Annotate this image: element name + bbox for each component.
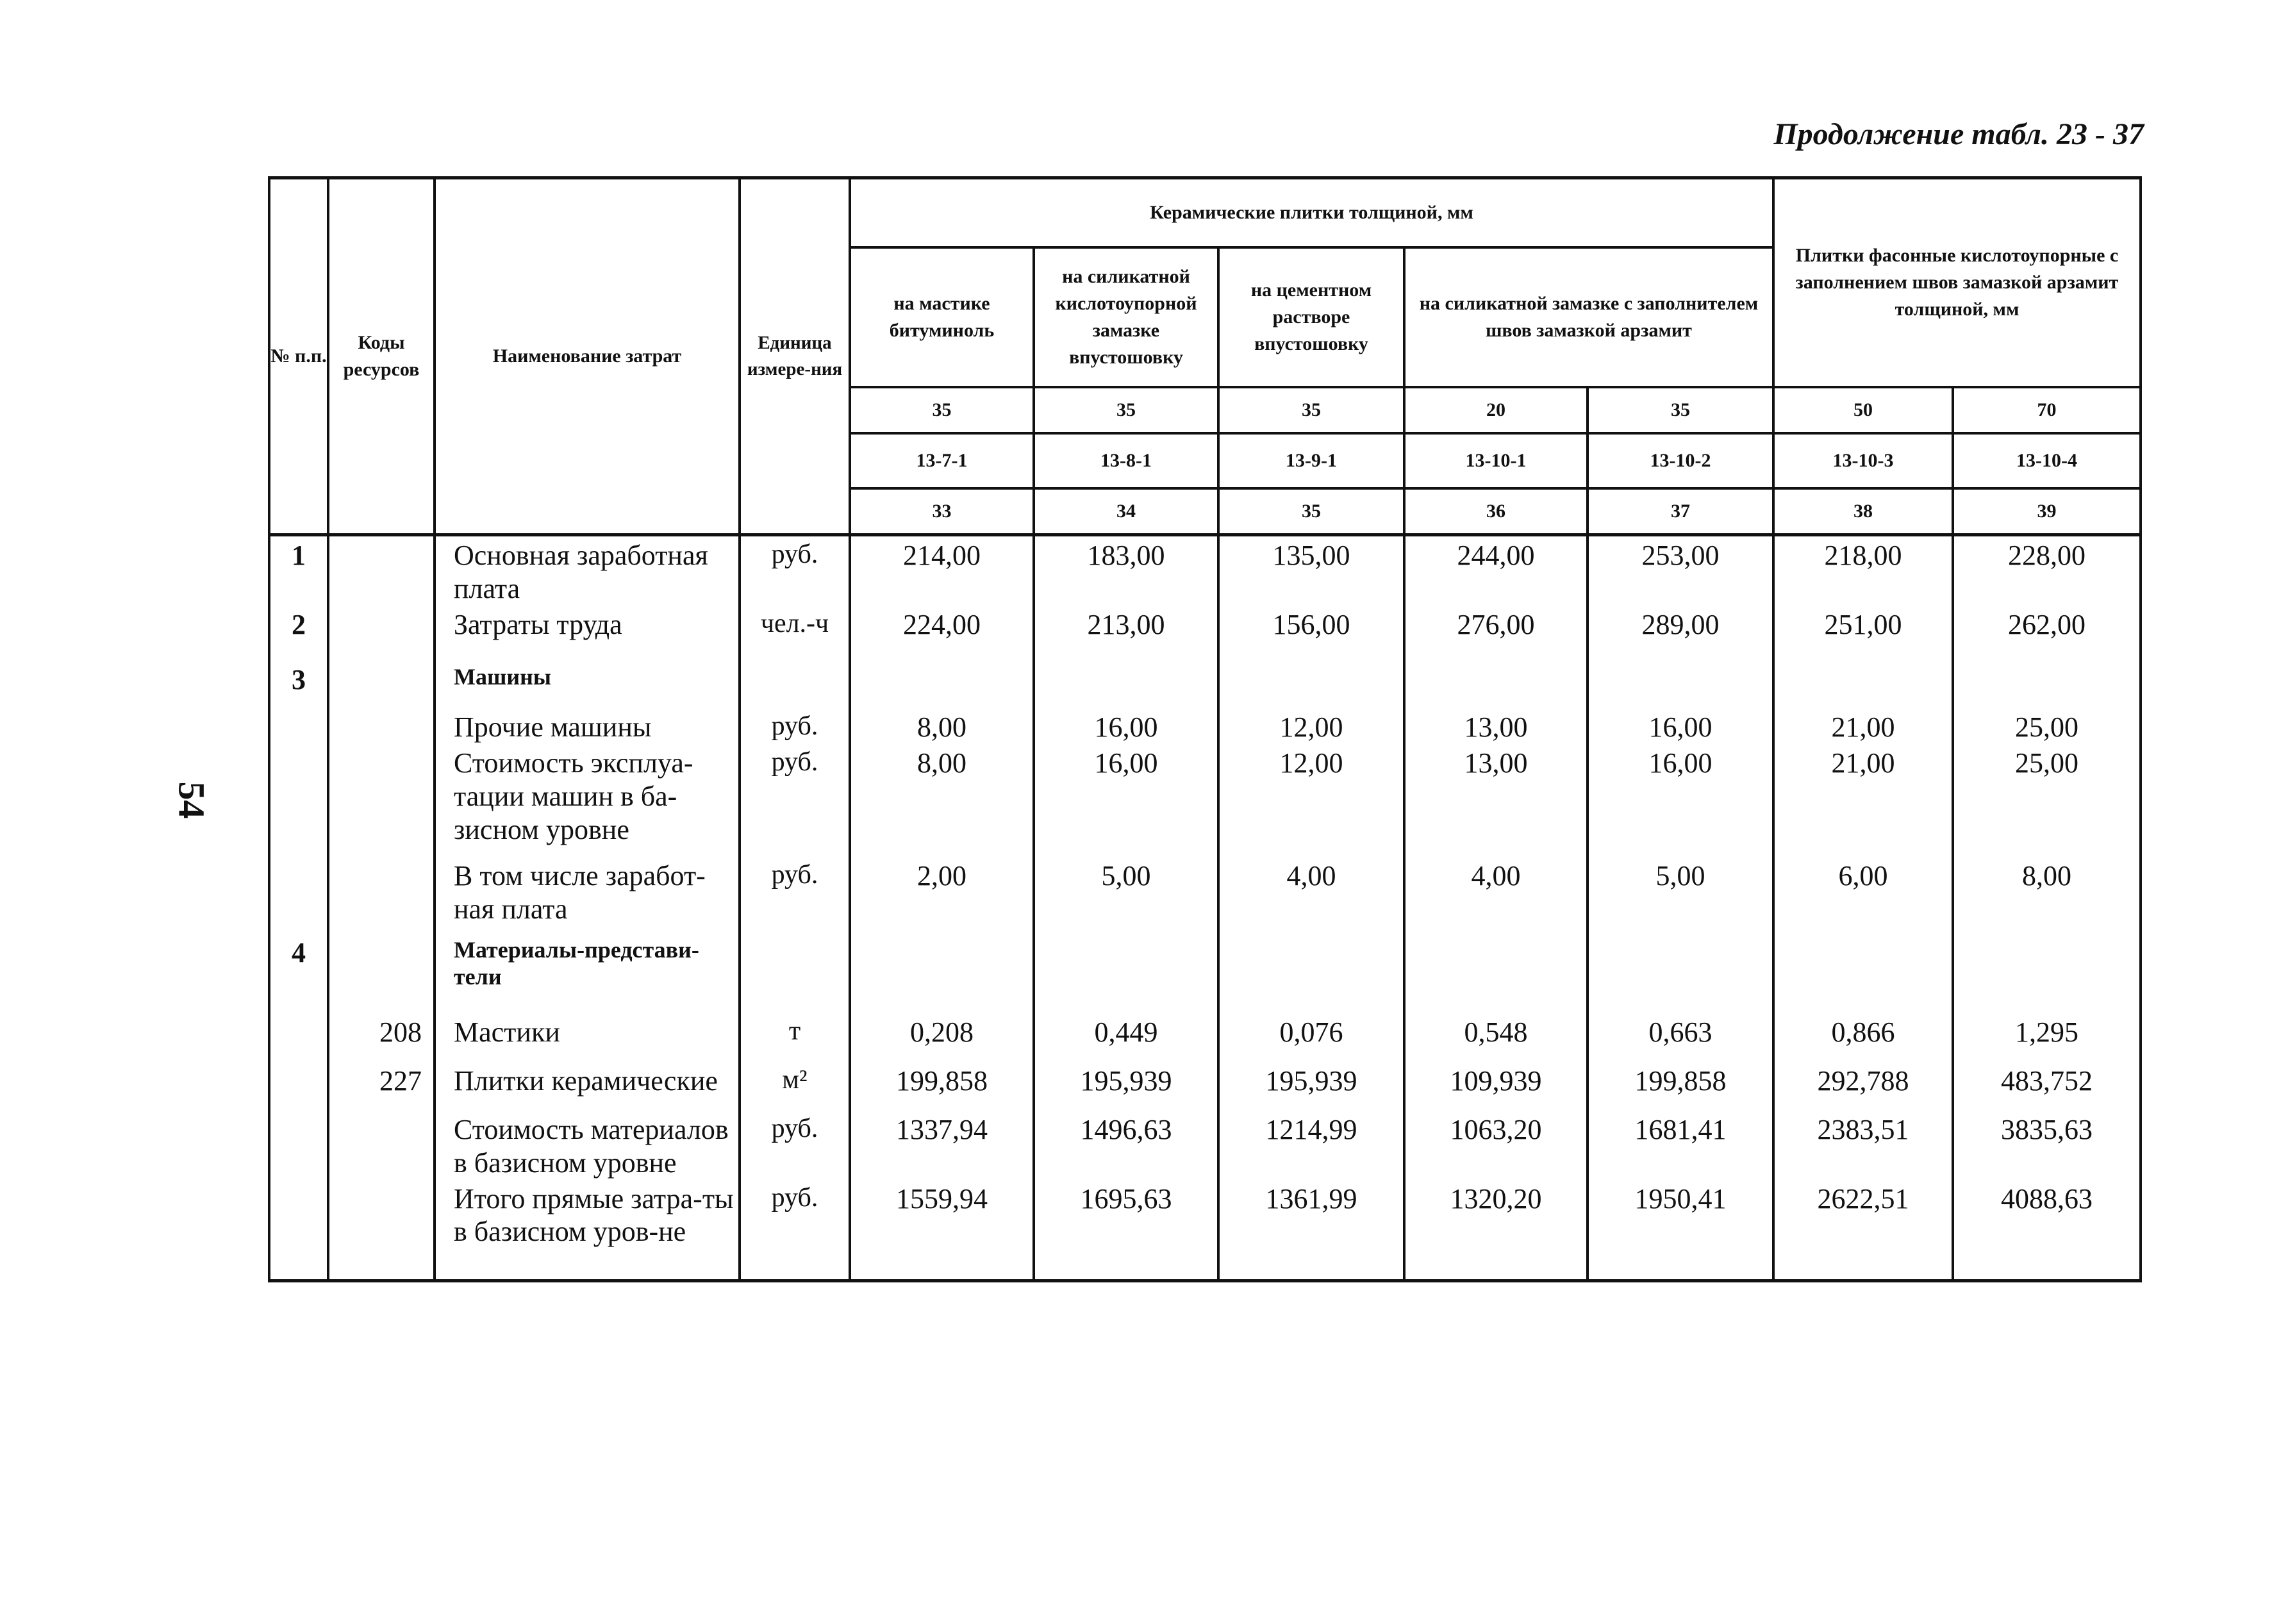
- norm-code-cell: 13-7-1: [850, 433, 1034, 488]
- row-value: 195,939: [1218, 1062, 1404, 1111]
- row-value: 21,00: [1773, 744, 1953, 857]
- norm-code-cell: 13-8-1: [1034, 433, 1218, 488]
- table-row: [269, 934, 2141, 1013]
- row-value: 1559,94: [850, 1180, 1034, 1281]
- row-value: [1404, 934, 1588, 1013]
- row-value: 16,00: [1034, 708, 1218, 744]
- row-num: [269, 1111, 328, 1180]
- row-unit: м²: [740, 1062, 850, 1111]
- row-value: 8,00: [850, 708, 1034, 744]
- norm-code-cell: 13-10-3: [1773, 433, 1953, 488]
- row-value: 1361,99: [1218, 1180, 1404, 1281]
- row-value: 16,00: [1588, 744, 1773, 857]
- row-num: 1: [269, 535, 328, 606]
- row-name: Стоимость материалов в базисном уровне: [435, 1111, 740, 1180]
- row-value: [1218, 661, 1404, 708]
- row-code: 227: [328, 1062, 435, 1111]
- row-value: 199,858: [1588, 1062, 1773, 1111]
- row-name: Мастики: [435, 1013, 740, 1062]
- row-value: 5,00: [1034, 857, 1218, 934]
- row-num: [269, 1013, 328, 1062]
- thickness-cell: 70: [1953, 387, 2141, 433]
- header-sub-cement: на цементном растворе впустошовку: [1218, 247, 1404, 387]
- row-value: [1773, 661, 1953, 708]
- row-code: 208: [328, 1013, 435, 1062]
- row-value: [850, 661, 1034, 708]
- row-value: 289,00: [1588, 606, 1773, 661]
- row-code: [328, 1111, 435, 1180]
- row-unit: т: [740, 1013, 850, 1062]
- row-value: 25,00: [1953, 708, 2141, 744]
- row-value: 228,00: [1953, 535, 2141, 606]
- header-num: № п.п.: [269, 178, 328, 534]
- thickness-cell: 50: [1773, 387, 1953, 433]
- row-unit: [740, 934, 850, 1013]
- thickness-cell: 35: [850, 387, 1034, 433]
- row-value: 1214,99: [1218, 1111, 1404, 1180]
- row-name: Основная заработная плата: [435, 535, 740, 606]
- row-code: [328, 857, 435, 934]
- row-value: 1681,41: [1588, 1111, 1773, 1180]
- row-unit: чел.-ч: [740, 606, 850, 661]
- row-value: 0,548: [1404, 1013, 1588, 1062]
- column-number-cell: 33: [850, 488, 1034, 533]
- header-unit: Единица измере-ния: [740, 178, 850, 534]
- row-value: 0,076: [1218, 1013, 1404, 1062]
- table-row: [269, 535, 2141, 606]
- row-value: 0,449: [1034, 1013, 1218, 1062]
- table-row: [269, 1013, 2141, 1062]
- row-value: 292,788: [1773, 1062, 1953, 1111]
- table-row: [269, 1180, 2141, 1281]
- row-unit: руб.: [740, 1111, 850, 1180]
- row-code: [328, 535, 435, 606]
- norm-code-cell: 13-10-4: [1953, 433, 2141, 488]
- row-num: 4: [269, 934, 328, 1013]
- row-name: Итого прямые затра-ты в базисном уров-не: [435, 1180, 740, 1281]
- row-value: 13,00: [1404, 744, 1588, 857]
- row-value: 262,00: [1953, 606, 2141, 661]
- row-value: [1218, 934, 1404, 1013]
- column-number-cell: 35: [1218, 488, 1404, 533]
- row-value: 4088,63: [1953, 1180, 2141, 1281]
- row-num: [269, 1180, 328, 1281]
- table-caption: Продолжение табл. 23 - 37: [1773, 117, 2144, 151]
- row-code: [328, 1180, 435, 1281]
- table-row: [269, 1062, 2141, 1111]
- row-unit: руб.: [740, 535, 850, 606]
- row-value: 214,00: [850, 535, 1034, 606]
- table-row: [269, 606, 2141, 661]
- thickness-cell: 35: [1588, 387, 1773, 433]
- cost-table: [268, 176, 2142, 1282]
- row-value: 0,663: [1588, 1013, 1773, 1062]
- table-row: [269, 857, 2141, 934]
- row-value: 8,00: [850, 744, 1034, 857]
- row-num: 3: [269, 661, 328, 708]
- row-value: 3835,63: [1953, 1111, 2141, 1180]
- row-unit: руб.: [740, 857, 850, 934]
- thickness-cell: 20: [1404, 387, 1588, 433]
- row-value: 213,00: [1034, 606, 1218, 661]
- row-value: 135,00: [1218, 535, 1404, 606]
- row-value: 6,00: [1773, 857, 1953, 934]
- header-sub-silicate-arzamit: на силикатной замазке с заполнителем швов замазкой арзамит: [1404, 247, 1773, 387]
- row-code: [328, 661, 435, 708]
- norm-code-cell: 13-10-2: [1588, 433, 1773, 488]
- row-code: [328, 934, 435, 1013]
- row-value: 16,00: [1034, 744, 1218, 857]
- row-value: 1950,41: [1588, 1180, 1773, 1281]
- row-num: 2: [269, 606, 328, 661]
- column-number-cell: 37: [1588, 488, 1773, 533]
- row-value: [1034, 661, 1218, 708]
- row-name-section: Машины: [435, 661, 740, 708]
- row-value: 12,00: [1218, 708, 1404, 744]
- row-name: В том числе заработ-ная плата: [435, 857, 740, 934]
- row-code: [328, 744, 435, 857]
- row-value: 1337,94: [850, 1111, 1034, 1180]
- page-number: 54: [170, 781, 213, 819]
- row-unit: руб.: [740, 708, 850, 744]
- row-value: [1953, 934, 2141, 1013]
- header-group-shaped: Плитки фасонные кислотоупорные с заполнением швов замазкой арзамит толщиной, мм: [1773, 178, 2141, 388]
- row-value: 1063,20: [1404, 1111, 1588, 1180]
- header-sub-mastic: на мастике битуминоль: [850, 247, 1034, 387]
- table-row: [269, 744, 2141, 857]
- row-value: 4,00: [1404, 857, 1588, 934]
- row-value: 276,00: [1404, 606, 1588, 661]
- row-name: Затраты труда: [435, 606, 740, 661]
- row-unit: [740, 661, 850, 708]
- row-name-section: Материалы-представи-тели: [435, 934, 740, 1013]
- norm-code-cell: 13-10-1: [1404, 433, 1588, 488]
- row-code: [328, 708, 435, 744]
- row-value: 5,00: [1588, 857, 1773, 934]
- row-value: 253,00: [1588, 535, 1773, 606]
- row-num: [269, 708, 328, 744]
- row-name: Плитки керамические: [435, 1062, 740, 1111]
- row-value: [1588, 934, 1773, 1013]
- row-value: 8,00: [1953, 857, 2141, 934]
- header-name: Наименование затрат: [435, 178, 740, 534]
- row-value: 16,00: [1588, 708, 1773, 744]
- row-name: Стоимость эксплуа-тации машин в ба-зисном уровне: [435, 744, 740, 857]
- row-value: [1034, 934, 1218, 1013]
- column-number-cell: 36: [1404, 488, 1588, 533]
- row-value: [1953, 661, 2141, 708]
- row-value: 12,00: [1218, 744, 1404, 857]
- row-value: 224,00: [850, 606, 1034, 661]
- row-value: 218,00: [1773, 535, 1953, 606]
- row-value: 1320,20: [1404, 1180, 1588, 1281]
- norm-code-cell: 13-9-1: [1218, 433, 1404, 488]
- row-value: [1588, 661, 1773, 708]
- row-value: 0,208: [850, 1013, 1034, 1062]
- row-value: 1695,63: [1034, 1180, 1218, 1281]
- row-value: 244,00: [1404, 535, 1588, 606]
- row-value: 2,00: [850, 857, 1034, 934]
- row-num: [269, 744, 328, 857]
- header-code: Коды ресурсов: [328, 178, 435, 534]
- thickness-cell: 35: [1218, 387, 1404, 433]
- row-value: 2383,51: [1773, 1111, 1953, 1180]
- table-row: [269, 708, 2141, 744]
- row-value: 483,752: [1953, 1062, 2141, 1111]
- row-value: 13,00: [1404, 708, 1588, 744]
- header-sub-silicate: на силикатной кислотоупорной замазке впустошовку: [1034, 247, 1218, 387]
- row-value: [1773, 934, 1953, 1013]
- header-group-ceramic: Керамические плитки толщиной, мм: [850, 178, 1773, 248]
- row-value: 1,295: [1953, 1013, 2141, 1062]
- row-value: 4,00: [1218, 857, 1404, 934]
- row-value: 0,866: [1773, 1013, 1953, 1062]
- table-row: [269, 1111, 2141, 1180]
- table-row: [269, 661, 2141, 708]
- row-unit: руб.: [740, 1180, 850, 1281]
- row-value: [1404, 661, 1588, 708]
- row-value: 251,00: [1773, 606, 1953, 661]
- row-num: [269, 857, 328, 934]
- row-value: 25,00: [1953, 744, 2141, 857]
- row-value: 2622,51: [1773, 1180, 1953, 1281]
- column-number-cell: 34: [1034, 488, 1218, 533]
- row-unit: руб.: [740, 744, 850, 857]
- row-value: [850, 934, 1034, 1013]
- row-value: 109,939: [1404, 1062, 1588, 1111]
- thickness-cell: 35: [1034, 387, 1218, 433]
- column-number-cell: 38: [1773, 488, 1953, 533]
- row-value: 21,00: [1773, 708, 1953, 744]
- row-name: Прочие машины: [435, 708, 740, 744]
- column-number-cell: 39: [1953, 488, 2141, 533]
- row-value: 199,858: [850, 1062, 1034, 1111]
- row-value: 183,00: [1034, 535, 1218, 606]
- row-value: 1496,63: [1034, 1111, 1218, 1180]
- row-value: 156,00: [1218, 606, 1404, 661]
- row-value: 195,939: [1034, 1062, 1218, 1111]
- row-num: [269, 1062, 328, 1111]
- row-code: [328, 606, 435, 661]
